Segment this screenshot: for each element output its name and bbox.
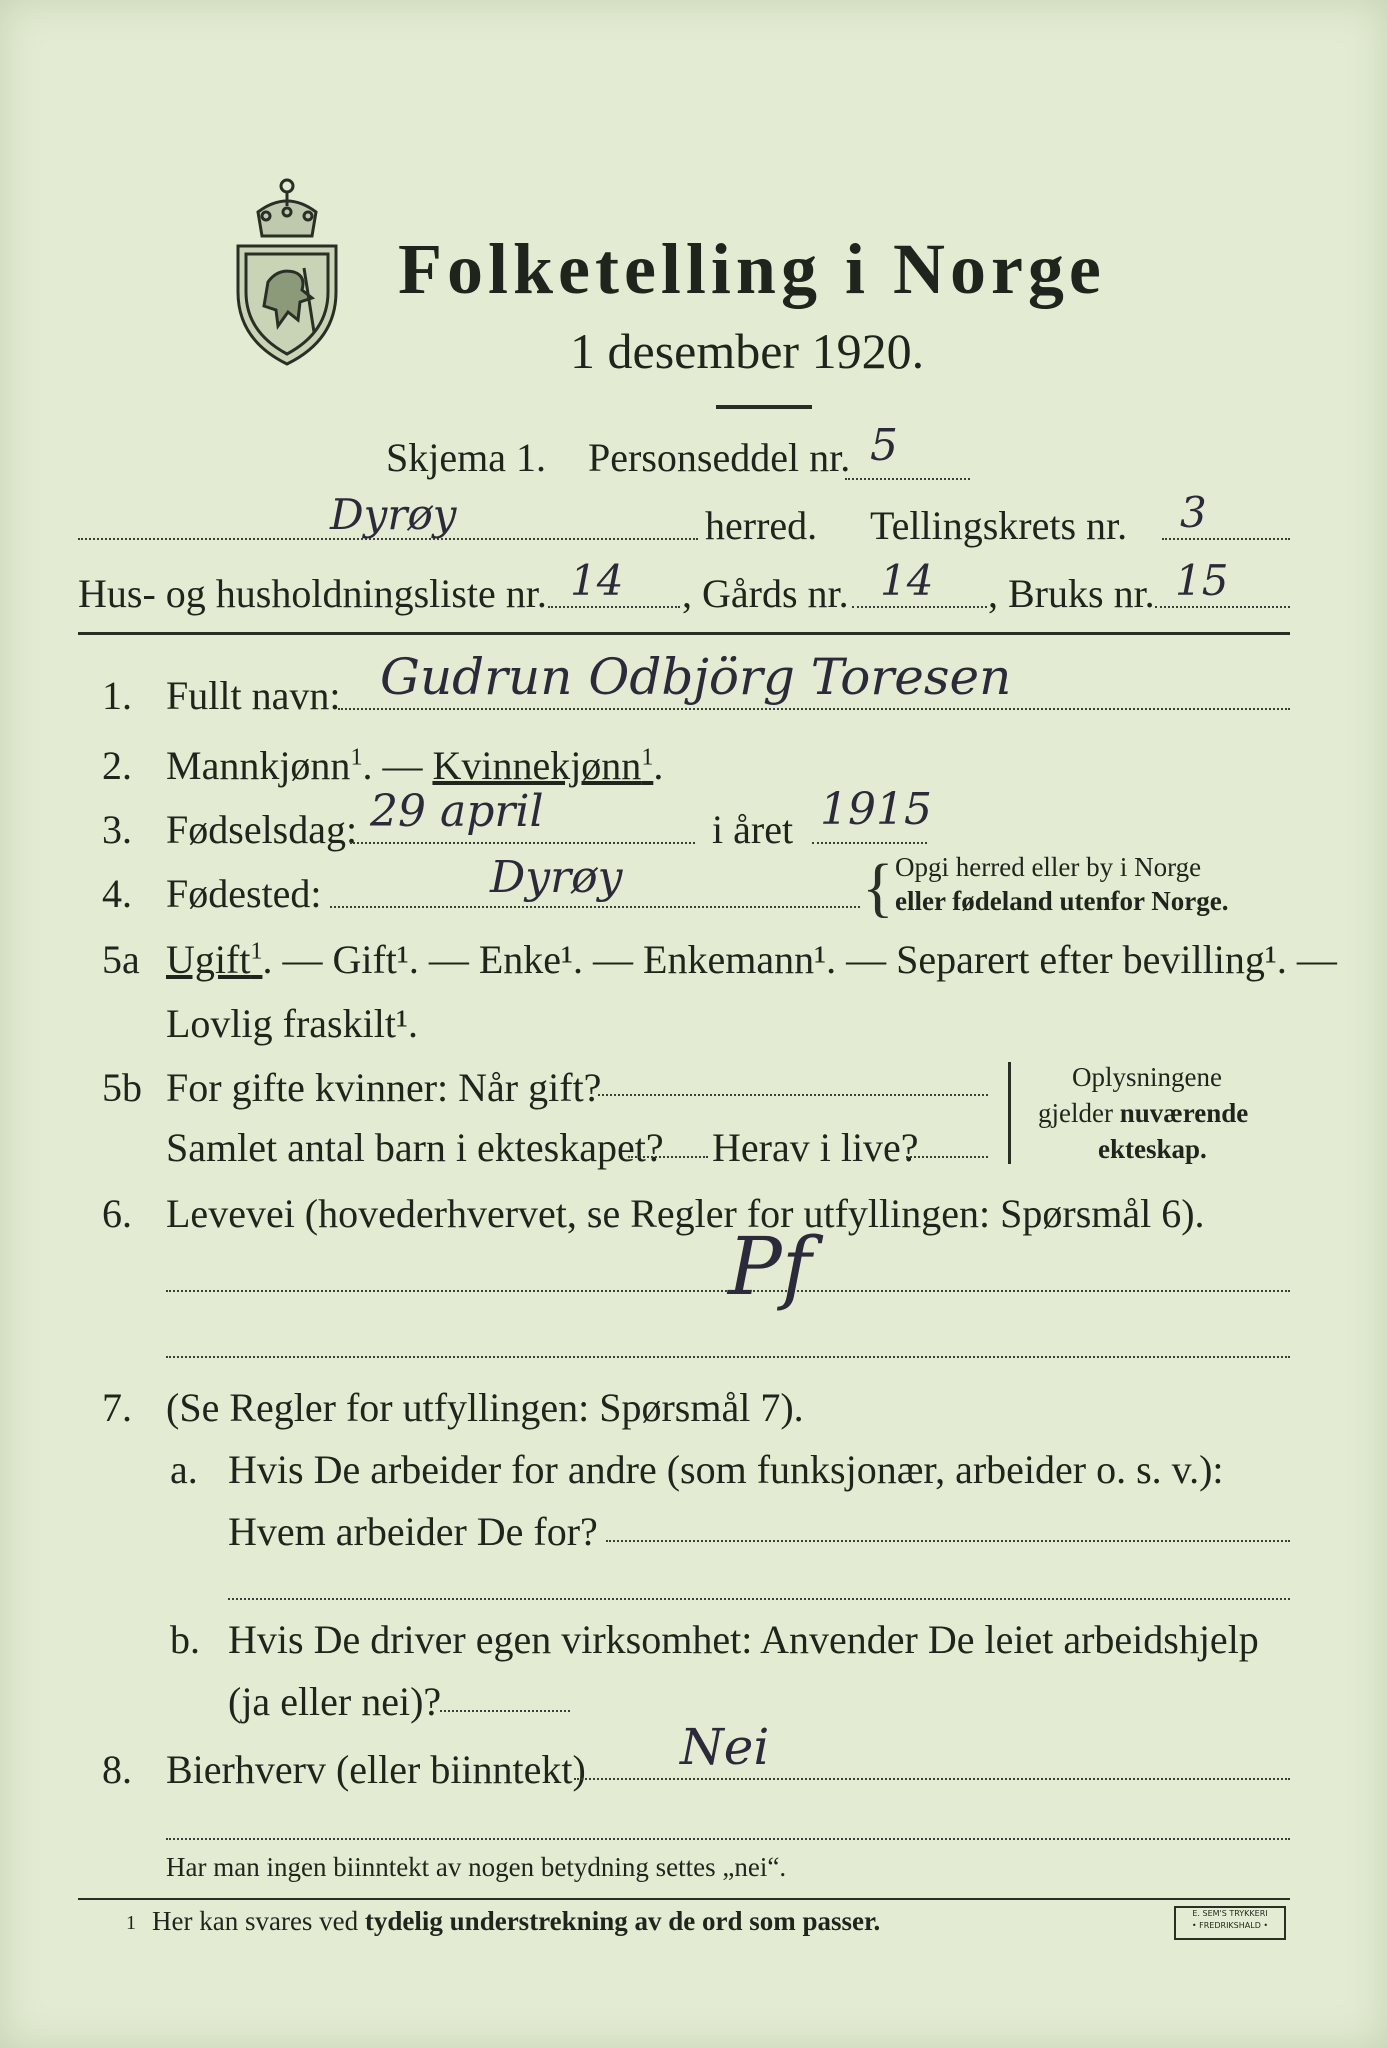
footnote-text: Her kan svares ved tydelig understrekning av de ord som passer. — [152, 1906, 881, 1936]
header-divider — [78, 632, 1290, 635]
tellingskrets-value: 3 — [1180, 488, 1207, 537]
birthdate-value: 29 april — [370, 786, 544, 837]
q7a-line2: Hvem arbeider De for? — [228, 1509, 598, 1554]
birthplace-field[interactable] — [330, 906, 860, 908]
q2-options: Mannkjønn$^1$. — Kvinnekjønn$^1$. — [166, 743, 664, 788]
bruks-label: , Bruks nr. — [988, 571, 1155, 616]
ugift-option[interactable]: Ugift$^1$ — [166, 937, 263, 982]
q2-number: 2. — [102, 743, 132, 788]
hus-label: Hus- og husholdningsliste nr. — [78, 571, 547, 616]
gards-label: , Gårds nr. — [682, 571, 849, 616]
q5a-number: 5a — [102, 937, 140, 982]
q5b-line2a: Samlet antal barn i ekteskapet? — [166, 1125, 664, 1170]
employer-field-1[interactable] — [606, 1540, 1290, 1542]
bruks-value: 15 — [1175, 556, 1229, 605]
gards-value: 14 — [880, 556, 934, 605]
q7b-line1: Hvis De driver egen virksomhet: Anvender De leiet arbeidshjelp — [228, 1617, 1259, 1662]
q5b-line2b: Herav i live? — [712, 1125, 919, 1170]
birthyear-field[interactable] — [812, 842, 927, 844]
occupation-field-2[interactable] — [166, 1356, 1290, 1358]
q5b-note-line3: ekteskap. — [1098, 1134, 1207, 1164]
footnote-divider — [78, 1898, 1290, 1900]
mannkjonn-option[interactable]: Mannkjønn$^1$ — [166, 743, 363, 788]
q7b-line2: (ja eller nei)? — [228, 1679, 442, 1724]
gards-field[interactable] — [852, 606, 987, 608]
income-note: Har man ingen biinntekt av nogen betydning settes „nei“. — [166, 1852, 787, 1882]
personseddel-label: Personseddel nr. — [588, 435, 851, 480]
personseddel-field[interactable] — [845, 478, 970, 480]
q5a-line2: Lovlig fraskilt¹. — [166, 1001, 418, 1046]
q8-number: 8. — [102, 1747, 132, 1792]
hus-field[interactable] — [548, 606, 680, 608]
full-name-value: Gudrun Odbjörg Toresen — [380, 648, 1012, 706]
herred-value: Dyrøy — [330, 490, 457, 539]
q5b-number: 5b — [102, 1065, 142, 1110]
tellingskrets-label: Tellingskrets nr. — [870, 503, 1128, 548]
q4-label: Fødested: — [166, 871, 322, 916]
skjema-label: Skjema 1. — [386, 435, 546, 480]
q4-brace: { — [862, 851, 894, 924]
q3-number: 3. — [102, 807, 132, 852]
bruks-field[interactable] — [1155, 606, 1290, 608]
birthyear-value: 1915 — [820, 784, 932, 835]
employer-field-2[interactable] — [228, 1598, 1290, 1600]
form-title: Folketelling i Norge — [398, 229, 1106, 309]
side-income-field-2[interactable] — [166, 1838, 1290, 1840]
q4-note-line2: eller fødeland utenfor Norge. — [895, 886, 1229, 916]
birthdate-field[interactable] — [350, 842, 695, 844]
q3-label: Fødselsdag: — [166, 807, 358, 852]
year-label: i året — [712, 807, 794, 852]
q4-note-line1: Opgi herred eller by i Norge — [895, 852, 1202, 882]
hired-help-field[interactable] — [440, 1710, 570, 1712]
tellingskrets-field[interactable] — [1162, 538, 1290, 540]
birthplace-value: Dyrøy — [490, 852, 623, 903]
q7-label: (Se Regler for utfyllingen: Spørsmål 7). — [166, 1385, 804, 1430]
printer-stamp: E. SEM'S TRYKKERI • FREDRIKSHALD • — [1174, 1906, 1286, 1940]
herred-label: herred. — [705, 503, 818, 548]
occupation-value: Pf — [728, 1220, 812, 1313]
footnote-mark: 1 — [126, 1912, 136, 1934]
children-count-field[interactable] — [628, 1156, 708, 1158]
q7a-letter: a. — [170, 1447, 198, 1492]
children-alive-field[interactable] — [906, 1156, 988, 1158]
coat-of-arms-icon — [228, 172, 346, 372]
q6-number: 6. — [102, 1191, 132, 1236]
q5b-note-line1: Oplysningene — [1072, 1062, 1222, 1092]
q8-label: Bierhverv (eller biinntekt) — [166, 1747, 586, 1792]
q7b-letter: b. — [170, 1617, 200, 1662]
q7-number: 7. — [102, 1385, 132, 1430]
q1-label: Fullt navn: — [166, 673, 341, 718]
title-divider — [716, 405, 812, 409]
side-income-field-1[interactable] — [574, 1778, 1290, 1780]
q1-number: 1. — [102, 673, 132, 718]
q5b-line1: For gifte kvinner: Når gift? — [166, 1065, 602, 1110]
kvinnekjonn-option[interactable]: Kvinnekjønn$^1$ — [432, 743, 654, 788]
q5b-note-line2: gjelder nuværende — [1038, 1098, 1249, 1128]
side-income-value: Nei — [680, 1718, 770, 1776]
q7a-line1: Hvis De arbeider for andre (som funksjonær, arbeider o. s. v.): — [228, 1447, 1224, 1492]
census-date: 1 desember 1920. — [570, 323, 925, 379]
full-name-field[interactable] — [338, 708, 1290, 710]
q5a-line1: Ugift$^1$. — Gift¹. — Enke¹. — Enkemann¹. — Separert efter bevilling¹. — — [166, 937, 1337, 982]
q6-label: Levevei (hovederhvervet, se Regler for utfyllingen: Spørsmål 6). — [166, 1191, 1205, 1236]
q5b-note-bracket — [1008, 1062, 1011, 1164]
personseddel-value: 5 — [870, 420, 898, 471]
q4-number: 4. — [102, 871, 132, 916]
married-date-field[interactable] — [598, 1094, 988, 1096]
hus-value: 14 — [570, 556, 624, 605]
